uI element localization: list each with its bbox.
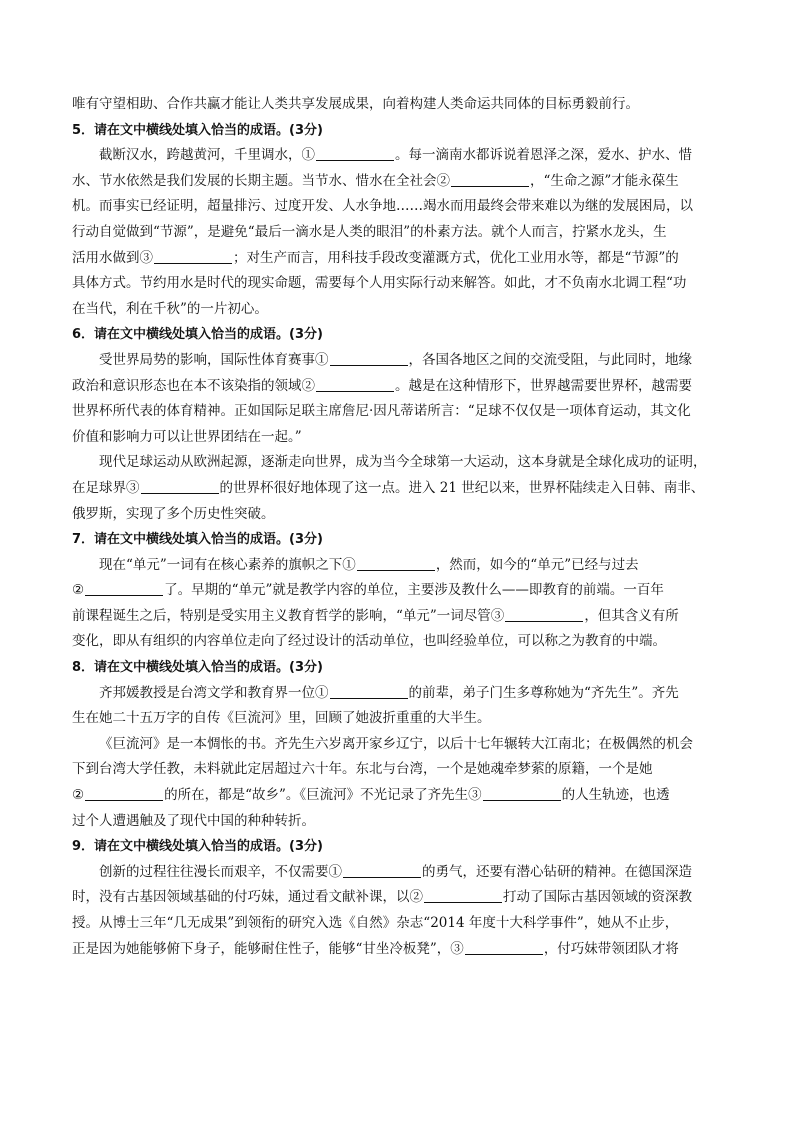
- answer-blank-3[interactable]: [141, 479, 219, 494]
- q5-line-7: 在当代，利在千秋”的一片初心。: [72, 300, 268, 317]
- answer-blank-1[interactable]: [330, 684, 408, 699]
- answer-blank-2[interactable]: [85, 581, 163, 596]
- question-7-title: 7．请在文中横线处填入恰当的成语。(3分): [72, 532, 323, 548]
- q6-line-6: 在足球界③ 的世界杯很好地体现了这一点。进入 21 世纪以来，世界杯陆续走入日韩、南非、: [72, 479, 705, 496]
- answer-blank-1[interactable]: [316, 146, 394, 161]
- intro-line: 唯有守望相助、合作共赢才能让人类共享发展成果，向着构建人类命运共同体的目标勇毅前行。: [72, 96, 639, 112]
- answer-blank-2[interactable]: [316, 377, 394, 392]
- q6-line-2: 政治和意识形态也在本不该染指的领域② 。越是在这种情形下，世界越需要世界杯，越需要: [72, 377, 692, 394]
- answer-blank-3[interactable]: [465, 940, 543, 955]
- q5-line-1: 截断汉水，跨越黄河，千里调水，① 。每一滴南水都诉说着恩泽之深，爱水、护水、惜: [99, 147, 692, 164]
- answer-blank-2[interactable]: [85, 786, 163, 801]
- answer-blank-3[interactable]: [483, 786, 561, 801]
- q5-line-3: 机。而事实已经证明，超量排污、过度开发、人水争地……竭水而用最终会带来难以为继的发展困局，以: [72, 198, 693, 215]
- q9-line-1: 创新的过程往往漫长而艰辛，不仅需要① 的勇气，还要有潜心钻研的精神。在德国深造: [99, 863, 692, 880]
- q8-line-4: 下到台湾大学任教，未料就此定居超过六十年。东北与台湾，一个是她魂牵梦萦的原籍，一个是她: [72, 761, 653, 778]
- answer-blank-2[interactable]: [424, 888, 502, 903]
- q9-line-2: 时，没有古基因领域基础的付巧妹，通过看文献补课，以② 打动了国际古基因领域的资深教: [72, 889, 692, 906]
- q6-line-3: 世界杯所代表的体育精神。正如国际足联主席詹尼·因凡蒂诺所言：“足球不仅仅是一项体育运动，其文化: [72, 403, 691, 420]
- q6-line-4: 价值和影响力可以让世界团结在一起。”: [72, 428, 302, 445]
- q5-line-6: 具体方式。节约用水是时代的现实命题，需要每个人用实际行动来解答。如此，才不负南水北调工程“功: [72, 275, 687, 292]
- answer-blank-3[interactable]: [154, 249, 232, 264]
- q7-line-3: 前课程诞生之后，特别是受实用主义教育哲学的影响，“单元”一词尽管③ ，但其含义有所: [72, 607, 679, 624]
- q9-line-3: 授。从博士三年“几无成果”到领衔的研究入选《自然》杂志“2014 年度十大科学事件”，她从不止步，: [72, 915, 679, 931]
- question-5-title: 5．请在文中横线处填入恰当的成语。(3分): [72, 122, 323, 138]
- q6-line-7: 俄罗斯，实现了多个历史性突破。: [72, 505, 275, 522]
- q7-line-1: 现在“单元”一词有在核心素养的旗帜之下① ，然而，如今的“单元”已经与过去: [99, 556, 639, 573]
- q5-line-4: 行动自觉做到“节源”，是避免“最后一滴水是人类的眼泪”的朴素方法。就个人而言，拧紧水龙头，生: [72, 223, 667, 240]
- question-6-title: 6．请在文中横线处填入恰当的成语。(3分): [72, 327, 323, 343]
- q6-line-5: 现代足球运动从欧洲起源，逐渐走向世界，成为当今全球第一大运动，这本身就是全球化成功的证明，: [99, 454, 707, 471]
- q5-line-2: 水、节水依然是我们发展的长期主题。当节水、惜水在全社会② ，“生命之源”才能永葆生: [72, 172, 679, 189]
- answer-blank-3[interactable]: [505, 607, 583, 622]
- answer-blank-2[interactable]: [451, 172, 529, 187]
- question-8-title: 8．请在文中横线处填入恰当的成语。(3分): [72, 660, 323, 676]
- answer-blank-1[interactable]: [330, 351, 408, 366]
- question-9-title: 9．请在文中横线处填入恰当的成语。(3分): [72, 839, 323, 855]
- q6-line-1: 受世界局势的影响，国际性体育赛事① ，各国各地区之间的交流受阻，与此同时，地缘: [99, 351, 692, 368]
- q5-line-5: 活用水做到③ ；对生产而言，用科技手段改变灌溉方式，优化工业用水等，都是“节源”的: [72, 249, 679, 266]
- q8-line-3: 《巨流河》是一本惆怅的书。齐先生六岁离开家乡辽宁，以后十七年辗转大江南北；在极偶然的机会: [99, 735, 693, 752]
- answer-blank-1[interactable]: [357, 556, 435, 571]
- q7-line-4: 变化，即从有组织的内容单位走向了经过设计的活动单位，也叫经验单位，可以称之为教育的中端。: [72, 633, 666, 650]
- q9-line-4: 正是因为她能够俯下身子，能够耐住性子，能够“甘坐冷板凳”，③ ，付巧妹带领团队才将: [72, 940, 679, 957]
- q8-line-5: ② 的所在，都是“故乡”。《巨流河》不光记录了齐先生③ 的人生轨迹，也透: [72, 787, 670, 804]
- q8-line-1: 齐邦媛教授是台湾文学和教育界一位① 的前辈，弟子门生多尊称她为“齐先生”。齐先: [99, 684, 679, 701]
- q7-line-2: ② 了。早期的“单元”就是教学内容的单位，主要涉及教什么——即教育的前端。一百年: [72, 582, 664, 599]
- q8-line-2: 生在她二十五万字的自传《巨流河》里，回顾了她波折重重的大半生。: [72, 710, 491, 727]
- document-content: [72, 92, 728, 962]
- answer-blank-1[interactable]: [343, 863, 421, 878]
- q8-line-6: 过个人遭遇触及了现代中国的种种转折。: [72, 812, 315, 829]
